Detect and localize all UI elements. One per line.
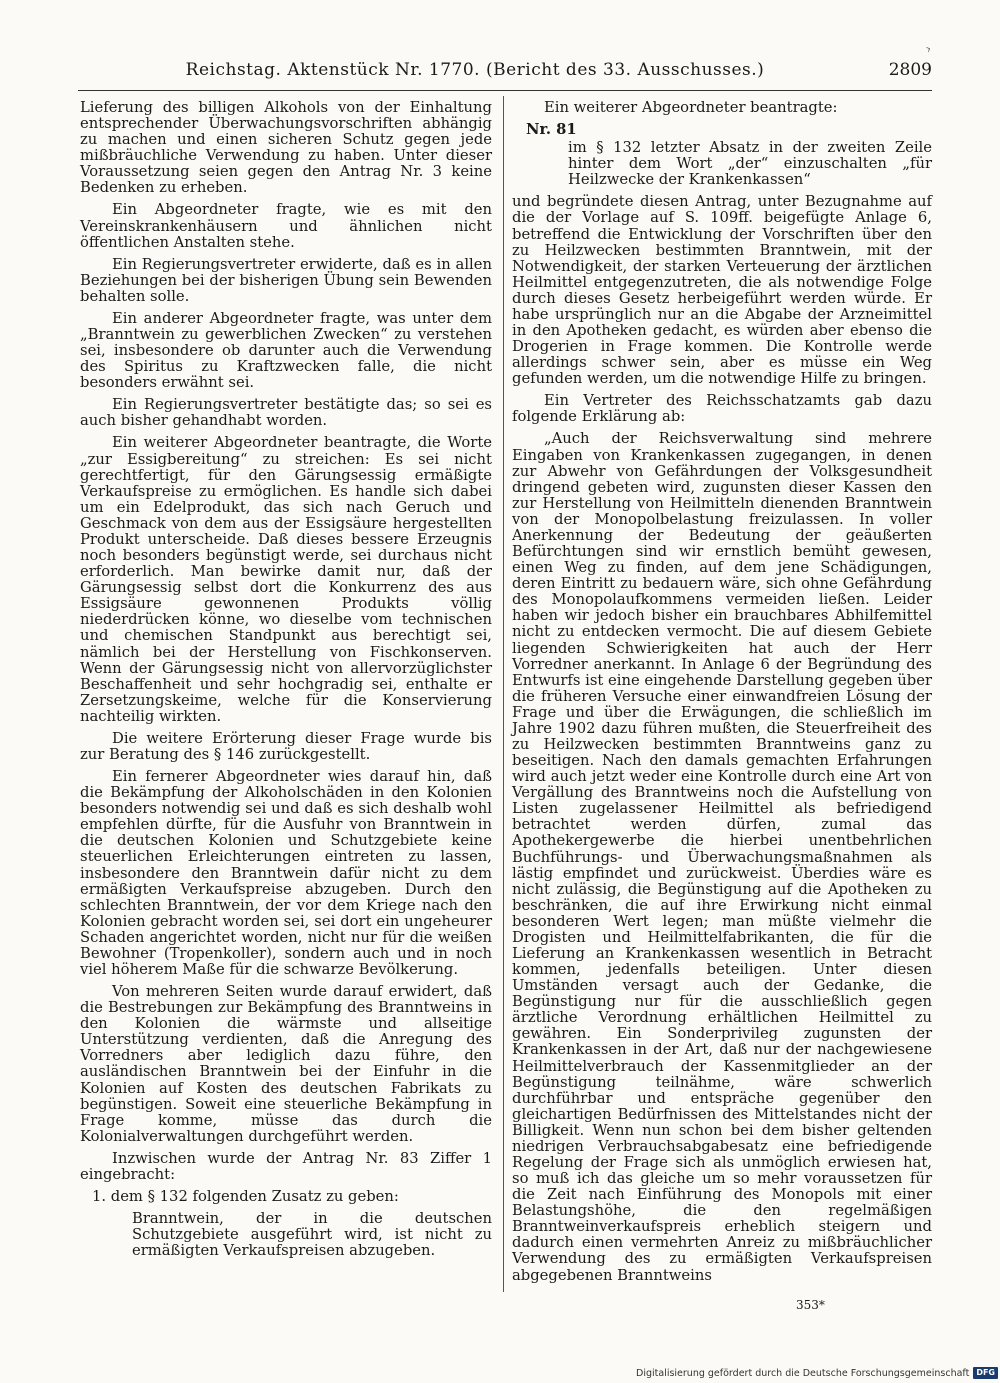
right-column [512,100,932,1290]
paragraph: Lieferung des billigen Alkohols von der Einhaltung entsprechender Überwachungsvorschriften abhängig zu machen und einen sicheren Schutz gegen jede mißbräuchliche Verwendung zu haben. Unter dieser Voraussetzung seien gegen den Antrag Nr. 3 keine Bedenken zu erheben. [80,99,492,197]
quoted-statement: „Auch der Reichsverwaltung sind mehrere Eingaben von Krankenkassen zugegangen, in denen zur Abwehr von Gefährdungen der Volksgesundheit dringend gebeten wird, zugunsten dieser Kassen den zur Herstellung von Heilmitteln dienenden Branntwein von der Monopolbelastung freizulassen. In voller Anerkennung der Bedeutung der geäußerten Befürchtungen sind wir ernstlich bemüht gewesen, einen Weg zu finden, auf dem jene Schädigungen, deren Eintritt zu bedauern wäre, sich ohne Gefährdung des Monopolaufkommens vermeiden ließen. Leider haben wir jedoch bisher ein brauchbares Abhilfemittel nicht zu entdecken vermocht. Die auf diesem Gebiete liegenden Schwierigkeiten hat auch der Herr Vorredner anerkannt. In Anlage 6 der Begründung des Entwurfs ist eine eingehende Darstellung gegeben über die früheren Versuche einer einwandfreien Lösung der Frage und über die Erwägungen, die schließlich im Jahre 1902 dazu führen mußten, die Steuerfreiheit des zu Heilzwecken bestimmten Branntweins ganz zu beseitigen. Nach den damals gemachten Erfahrungen wird auch jetzt weder eine Kontrolle durch eine Art von Vergällung des Branntweins noch die Aufstellung von Listen zugelassener Heilmittel als befriedigend betrachtet werden dürfen, zumal das Apothekergewerbe die hierbei unentbehrlichen Buchführungs- und Überwachungsmaßnahmen als lästig empfindet und zurückweist. Überdies wäre es nicht zulässig, die Begünstigung auf die Apotheken zu beschränken, die auf ihre Erwirkung nicht einmal besonderen Wert legen; man müßte vielmehr die Drogisten und Heilmittelfabrikanten, die für die Lieferung an Krankenkassen wesentlich in Betracht kommen, jedenfalls beteiligen. Unter diesen Umständen versagt auch der Gedanke, die Begünstigung nur für die ausschließlich gegen ärztliche Verordnung erhältlichen Heilmittel zu gewähren. Ein Sonderprivileg zugunsten der Krankenkassen in der Art, daß nur der nachgewiesene Heilmittelverbrauch der Kassenmitglieder an der Begünstigung teilnähme, wäre schwerlich durchführbar und entspräche gegenüber den gleichartigen Bedürfnissen des Mittelstandes nicht der Billigkeit. Wenn nun schon bei dem bisher geltenden niedrigen Verbrauchsabgabesatz eine befriedigende Regelung der Frage sich als unmöglich erwiesen hat, so muß ich das gleiche um so mehr voraussetzen für die Zeit nach Einführung des Monopols mit einer Belastungshöhe, die den regelmäßigen Branntweinverkaufspreis erheblich steigern und dadurch einen vermehrten Anreiz zu mißbräuchlicher Verwendung des zu ermäßigten Verkaufspreisen abgegebenen Branntweins [512,430,932,1284]
running-head: Reichstag. Aktenstück Nr. 1770. (Bericht des 33. Ausschusses.) [185,60,765,80]
paragraph: Ein Abgeordneter fragte, wie es mit den Vereinskrankenhäusern und ähnlichen nicht öffentlichen Anstalten stehe. [80,201,492,251]
list-item-text: Branntwein, der in die deutschen Schutzgebiete ausgeführt wird, ist nicht zu ermäßigten Verkaufspreisen abzugeben. [132,1210,492,1260]
paragraph: Ein Regierungsvertreter bestätigte das; so sei es auch bisher gehandhabt worden. [80,396,492,430]
paragraph: Ein anderer Abgeordneter fragte, was unter dem „Branntwein zu gewerblichen Zwecken“ zu verstehen sei, insbesondere ob darunter auch die Verwendung des Spiritus zu Kraftzwecken falle, die nicht besonders erwähnt sei. [80,309,492,392]
paragraph: Ein weiterer Abgeordneter beantragte: [544,99,838,116]
paragraph: Von mehreren Seiten wurde darauf erwidert, daß die Bestrebungen zur Bekämpfung des Branntweins in den Kolonien die wärmste und allseitige Unterstützung verdienten, daß die Anregung des Vorredners aber lediglich dazu führe, den ausländischen Branntwein bei der Einfuhr in die Kolonien auf Kosten des deutschen Fabrikats zu begünstigen. Soweit eine steuerliche Bekämpfung in Frage komme, müsse das durch die Kolonialverwaltungen durchgeführt werden. [80,983,492,1145]
sheet-signature: 353* [796,1298,825,1312]
page-header [78,60,932,88]
footer [606,1366,998,1380]
header-rule [78,90,932,91]
paragraph: Inzwischen wurde der Antrag Nr. 83 Ziffer 1 eingebracht: [80,1149,492,1183]
list-item: 1. dem § 132 folgenden Zusatz zu geben: [92,1188,399,1205]
column-divider [503,96,504,1292]
paragraph: und begründete diesen Antrag, unter Bezugnahme auf die der Vorlage auf S. 109ff. beigefügte Anlage 6, betreffend die Entwicklung der Vorschriften über den zu Heilzwecken bestimmten Branntwein, mit der Notwendigkeit, der starken Verteuerung der ärztlichen Heilmittel entgegenzutreten, die als notwendige Folge durch dieses Gesetz herbeigeführt werden würde. Er habe ursprünglich nur an die Abgabe der Arzneimittel in den Apotheken gedacht, es würden aber ebenso die Drogerien in Frage kommen. Die Kontrolle werde allerdings schwer sein, aber es müsse ein Weg gefunden werden, um die notwendige Hilfe zu bringen. [512,193,932,388]
footer-credit: Digitalisierung gefördert durch die Deutsche Forschungsgemeinschaft [636,1367,970,1379]
motion-text: im § 132 letzter Absatz in der zweiten Zeile hinter dem Wort „der“ einzuschalten „für Heilzwecke der Krankenkassen“ [568,139,932,189]
dfg-logo: DFG [973,1367,998,1379]
paragraph: Ein Regierungsvertreter erwiderte, daß es in allen Beziehungen bei der bisherigen Übung sein Bewenden behalten solle. [80,255,492,305]
paragraph: Ein Vertreter des Reichsschatzamts gab dazu folgende Erklärung ab: [512,392,932,426]
paragraph: Die weitere Erörterung dieser Frage wurde bis zur Beratung des § 146 zurückgestellt. [80,729,492,763]
left-column [80,100,492,1265]
paragraph: Ein fernerer Abgeordneter wies darauf hin, daß die Bekämpfung der Alkoholschäden in den Kolonien besonders notwendig sei und daß es sich deshalb wohl empfehlen dürfte, für die Ausfuhr von Branntwein in die deutschen Kolonien und Schutzgebiete keine steuerlichen Erleichterungen eintreten zu lassen, insbesondere den Branntwein dafür nicht zu dem ermäßigten Verkaufspreise abzugeben. Durch den schlechten Branntwein, der vor dem Kriege nach den Kolonien gebracht worden sei, sei dort ein ungeheurer Schaden angerichtet worden, nicht nur für die weißen Bewohner (Tropenkoller), sondern auch und in noch viel höherem Maße für die schwarze Bevölkerung. [80,768,492,978]
page-number: 2809 [888,60,932,80]
paragraph: Ein weiterer Abgeordneter beantragte, die Worte „zur Essigbereitung“ zu streichen: Es sei nicht gerechtfertigt, für den Gärungsessig ermäßigte Verkaufspreise zu ermöglichen. Es handle sich dabei um ein Edelprodukt, das sich nach Geruch und Geschmack von dem aus der Essigsäure hergestellten Produkt unterscheide. Daß dieses bessere Erzeugnis noch besonders begünstigt werde, sei durchaus nicht erforderlich. Man bewirke damit nur, daß der Gärungsessig selbst dort die Konkurrenz des aus Essigsäure gewonnenen Produkts völlig niederdrücken könne, wo dieselbe vom technischen und chemischen Standpunkt aus berechtigt sei, nämlich bei der Herstellung von Fischkonserven. Wenn der Gärungsessig nicht von allervorzüglichster Beschaffenheit und sehr hochgradig sei, enthalte er Zersetzungskeime, welche für die Konservierung nachteilig wirkten. [80,434,492,725]
corner-mark: › [923,41,934,58]
motion-number: Nr. 81 [526,121,577,139]
